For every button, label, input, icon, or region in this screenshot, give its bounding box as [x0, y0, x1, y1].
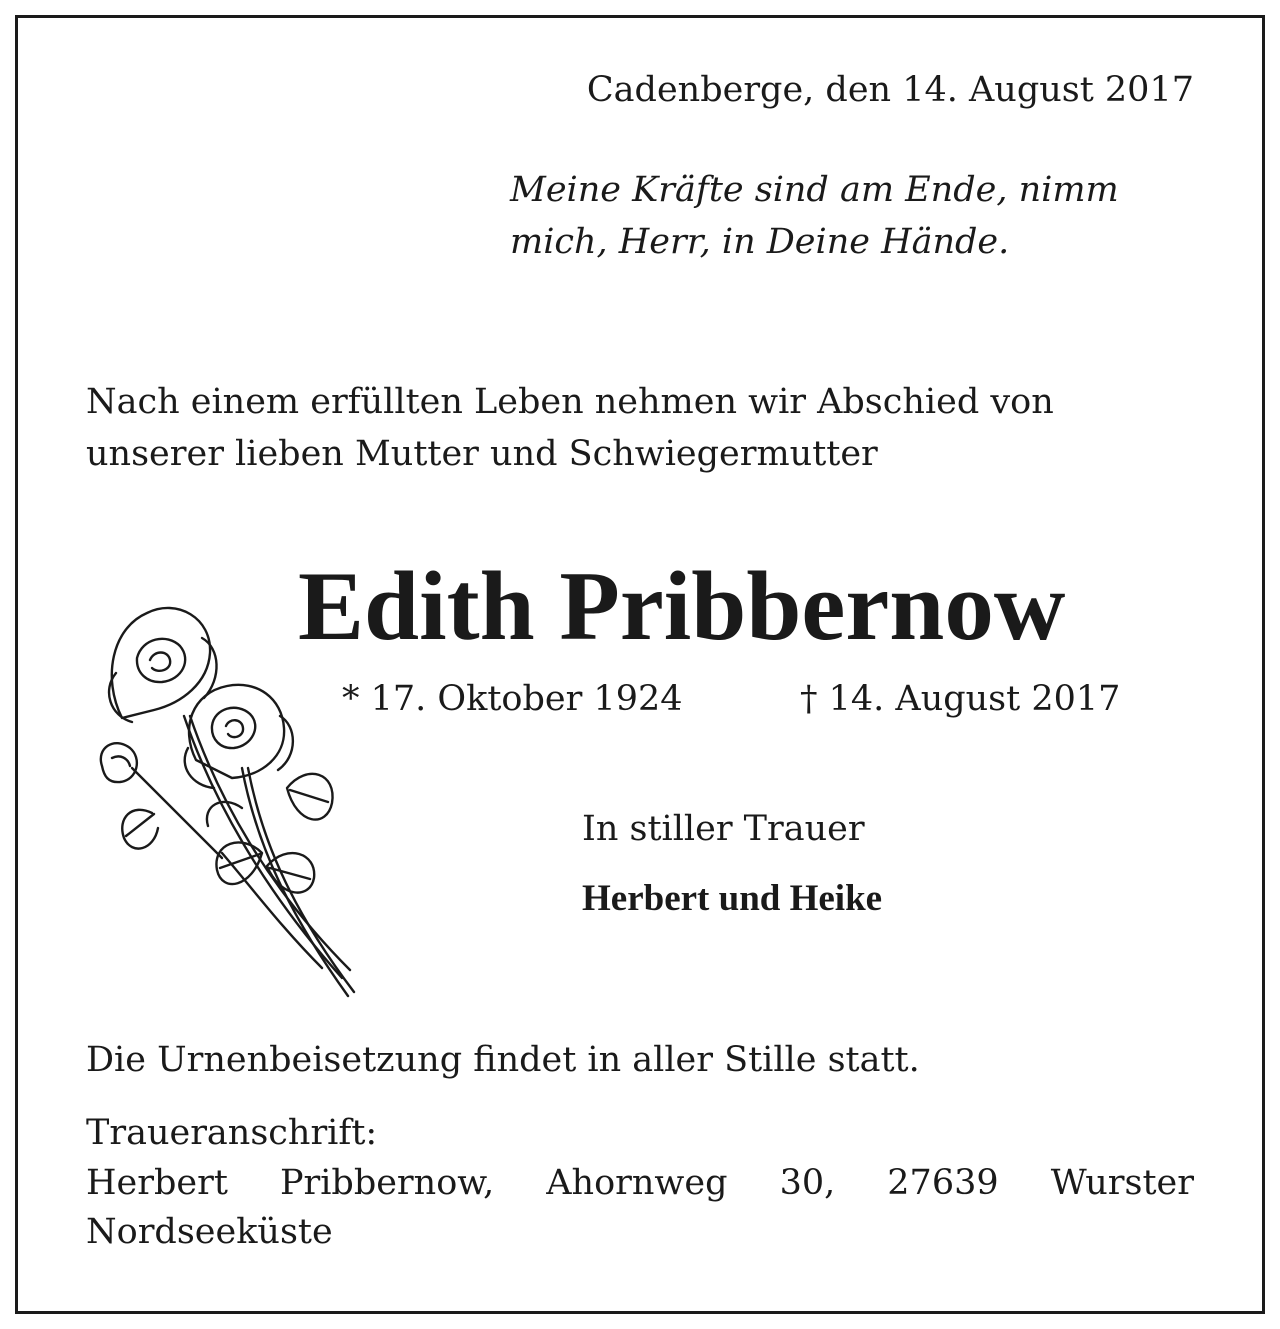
address-line-1: Herbert Pribbernow, Ahornweg 30, 27639 Wurster	[86, 1163, 1194, 1203]
mourning-phrase: In stiller Trauer	[582, 809, 865, 849]
bible-verse	[510, 164, 1119, 268]
address-label: Traueranschrift:	[86, 1113, 378, 1153]
birth-date: * 17. Oktober 1924	[342, 679, 683, 719]
intro-text	[86, 376, 1054, 480]
rose-bouquet-icon	[92, 598, 362, 1010]
verse-line-2: mich, Herr, in Deine Hände.	[510, 222, 1010, 262]
verse-line-1: Meine Kräfte sind am Ende, nimm	[510, 170, 1119, 210]
deceased-name: Edith Pribbernow	[298, 552, 1066, 661]
intro-line-1: Nach einem erfüllten Leben nehmen wir Abschied von	[86, 382, 1054, 422]
intro-line-2: unserer lieben Mutter und Schwiegermutter	[86, 434, 878, 474]
burial-note: Die Urnenbeisetzung findet in aller Stille statt.	[86, 1040, 920, 1080]
death-date: † 14. August 2017	[800, 679, 1121, 719]
place-date: Cadenberge, den 14. August 2017	[586, 70, 1194, 110]
address-line-2: Nordseeküste	[86, 1212, 333, 1252]
mourners-names: Herbert und Heike	[582, 878, 883, 919]
